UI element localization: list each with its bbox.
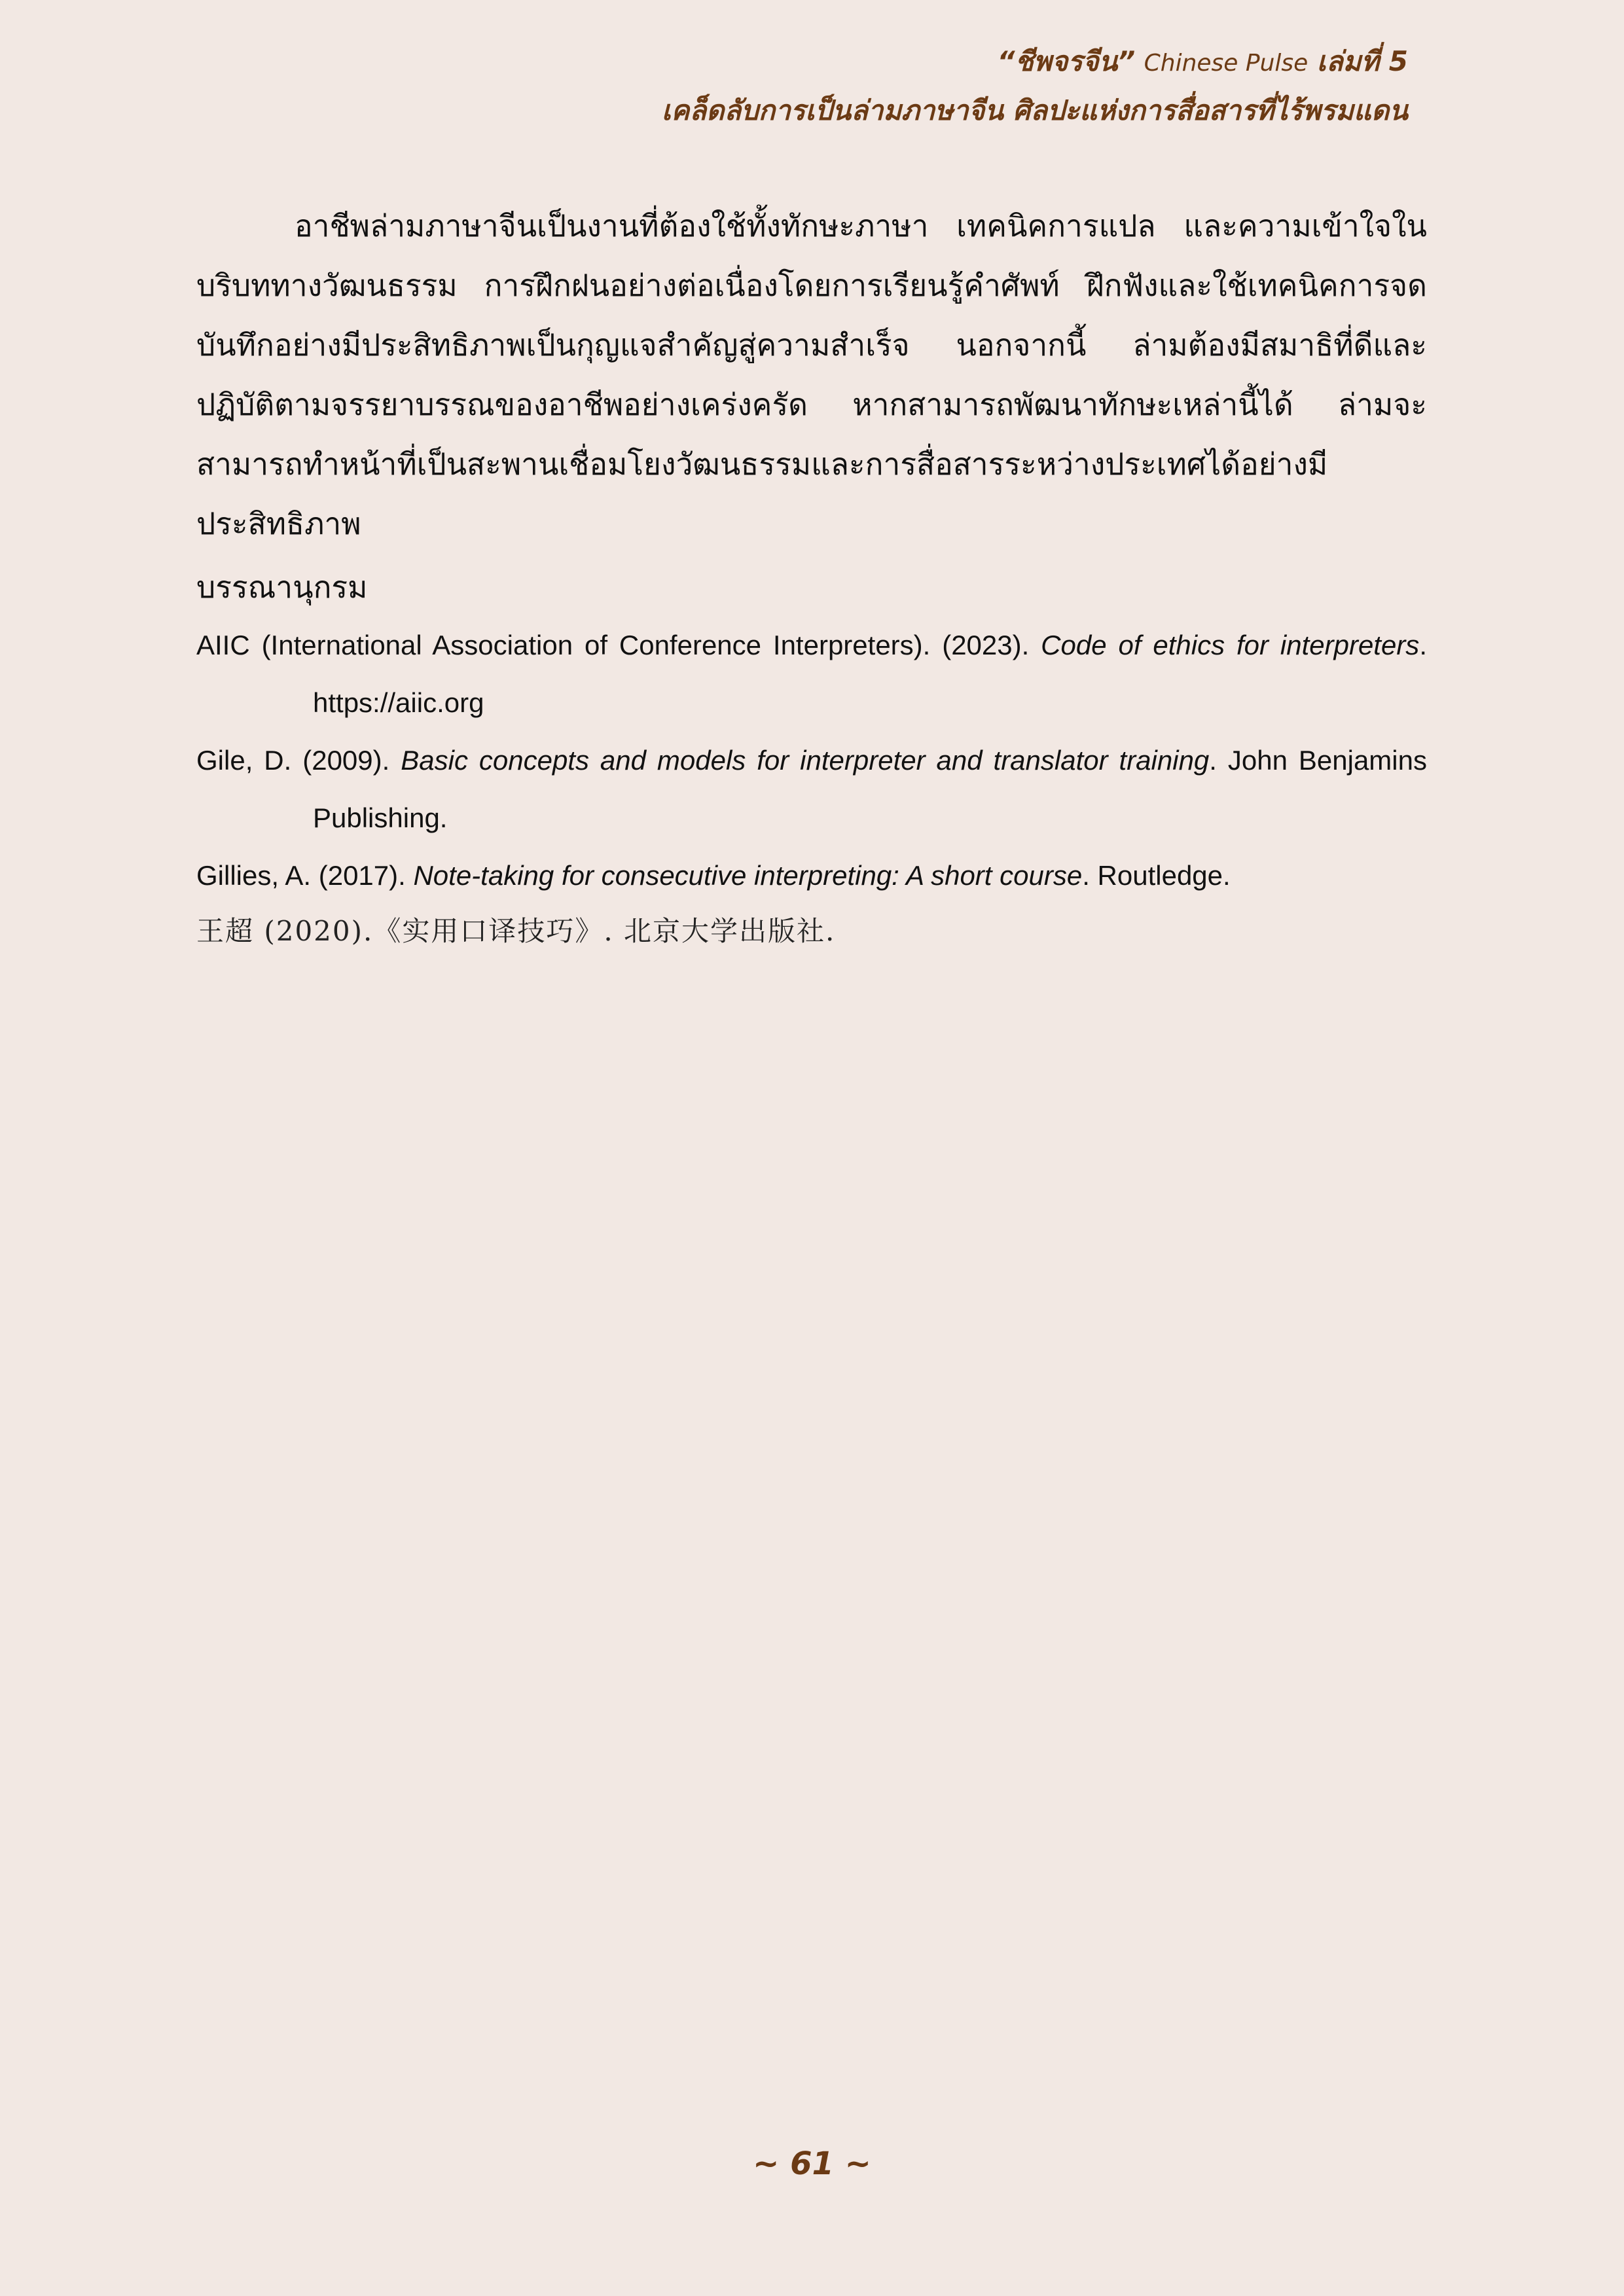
reference-title: Code of ethics for interpreters: [1041, 630, 1420, 660]
reference-source: . John Benjamins Publishing.: [313, 745, 1427, 833]
reference-title: Basic concepts and models for interpreter and translator training: [401, 745, 1210, 776]
reference-item-wang-chao: 王超 (2020).《实用口译技巧》. 北京大学出版社.: [196, 915, 836, 947]
reference-list: [196, 617, 1427, 958]
volume-label: เล่มที่ 5: [1316, 45, 1408, 77]
reference-author-date: Gile, D. (2009).: [196, 745, 401, 776]
main-content: [196, 196, 1427, 958]
reference-item-gile: [196, 732, 1427, 847]
reference-title: Note-taking for consecutive interpreting: A short course: [413, 860, 1083, 891]
reference-source: . https://aiic.org: [313, 630, 1427, 718]
reference-author-date: AIIC (International Association of Conference Interpreters). (2023).: [196, 630, 1041, 660]
header-series-line: [662, 38, 1408, 87]
header-subtitle: เคล็ดลับการเป็นล่ามภาษาจีน ศิลปะแห่งการสื่อสารที่ไร้พรมแดน: [661, 94, 1408, 126]
running-header: [662, 38, 1408, 134]
reference-source: . Routledge.: [1082, 860, 1231, 891]
series-title-english: Chinese Pulse: [1144, 50, 1308, 77]
reference-item-aiic: [196, 617, 1427, 732]
body-paragraph: อาชีพล่ามภาษาจีนเป็นงานที่ต้องใช้ทั้งทักษะภาษา เทคนิคการแปล และความเข้าใจในบริบททางวัฒนธรรม การฝึกฝนอย่างต่อเนื่องโดยการเรียนรู้คำศัพท์ ฝึกฟังและใช้เทคนิคการจดบันทึกอย่างมีประสิทธิภาพเป็นกุญแจสำคัญสู่ความสำเร็จ นอกจากนี้ ล่ามต้องมีสมาธิที่ดีและปฏิบัติตามจรรยาบรรณของอาชีพอย่างเคร่งครัด หากสามารถพัฒนาทักษะเหล่านี้ได้ ล่ามจะสามารถทำหน้าที่เป็นสะพานเชื่อมโยงวัฒนธรรมและการสื่อสารระหว่างประเทศได้อย่างมีประสิทธิภาพ: [196, 208, 1427, 541]
series-title-thai: “ชีพจรจีน”: [997, 45, 1136, 77]
bibliography-heading: บรรณานุกรม: [196, 569, 368, 605]
page-number: ~ 61 ~: [753, 2145, 871, 2182]
reference-item-gillies: [196, 847, 1427, 905]
reference-author-date: Gillies, A. (2017).: [196, 860, 414, 891]
